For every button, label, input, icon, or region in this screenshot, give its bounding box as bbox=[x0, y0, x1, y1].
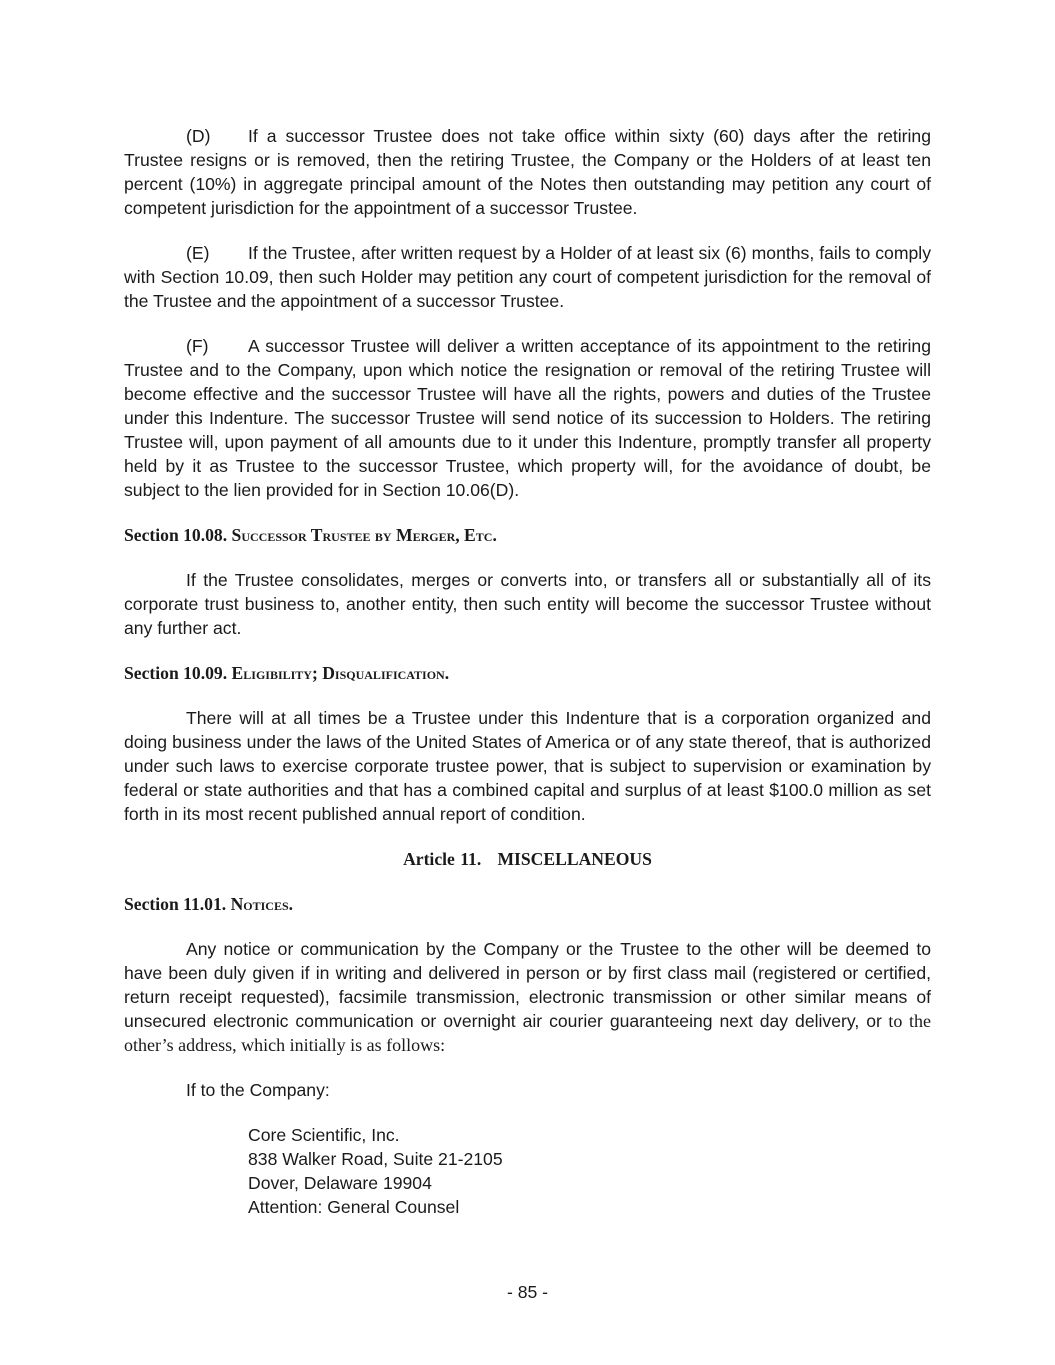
section-11-01-number: Section 11.01. bbox=[124, 894, 227, 914]
section-10-08-number: Section 10.08. bbox=[124, 525, 228, 545]
section-11-01-title: Notices. bbox=[230, 894, 294, 914]
paragraph-e bbox=[124, 241, 931, 313]
address-line-city: Dover, Delaware 19904 bbox=[248, 1173, 432, 1193]
paragraph-d bbox=[124, 124, 931, 220]
page-number: - 85 - bbox=[506, 1282, 549, 1302]
section-10-09-text: There will at all times be a Trustee under this Indenture that is a corporation organized and doing business under the laws of the United States of America or of any state thereof, that is authorized under such laws to exercise corporate trustee power, that is subject to supervision or examination by federal or state authorities and that has a combined capital and surplus of at least $100.0 million as set forth in its most recent published annual report of condition. bbox=[124, 708, 931, 824]
address-line-street: 838 Walker Road, Suite 21-2105 bbox=[248, 1149, 503, 1169]
paragraph-d-marker: (D) bbox=[186, 126, 211, 146]
section-11-01-text bbox=[124, 937, 931, 1057]
section-11-01-text-tail: to the other’s address, which initially is as follows: bbox=[124, 1011, 931, 1055]
section-10-08-text: If the Trustee consolidates, merges or converts into, or transfers all or substantially all of its corporate trust business to, another entity, then such entity will become the successor Trustee without any further act. bbox=[124, 570, 931, 638]
paragraph-f-marker: (F) bbox=[186, 336, 209, 356]
paragraph-f-text: A successor Trustee will deliver a written acceptance of its appointment to the retiring Trustee and to the Company, upon which notice the resignation or removal of the retiring Trustee will become effective and the successor Trustee will have all the rights, powers and duties of the Trustee under this Indenture. The successor Trustee will send notice of its succession to Holders. The retiring Trustee will, upon payment of all amounts due to it under this Indenture, promptly transfer all property held by it as Trustee to the successor Trustee, which property will, for the avoidance of doubt, be subject to the lien provided for in Section 10.06(D). bbox=[124, 336, 931, 500]
address-line-company: Core Scientific, Inc. bbox=[248, 1125, 400, 1145]
section-10-09-title: Eligibility; Disqualification. bbox=[231, 663, 450, 683]
if-to-company: If to the Company: bbox=[186, 1080, 330, 1100]
paragraph-f bbox=[124, 334, 931, 502]
section-11-01-text-main: Any notice or communication by the Company or the Trustee to the other will be deemed to have been duly given if in writing and delivered in person or by first class mail (registered or certified, return receipt requested), facsimile transmission, electronic transmission or other similar means of unsecured electronic communication or overnight air courier guaranteeing next day delivery, or bbox=[124, 939, 931, 1031]
document-page bbox=[124, 124, 931, 1219]
address-line-attention: Attention: General Counsel bbox=[248, 1197, 460, 1217]
article-11-heading: Article 11. MISCELLANEOUS bbox=[403, 849, 652, 869]
company-address bbox=[248, 1123, 931, 1219]
section-10-08-heading bbox=[124, 523, 931, 547]
section-10-09-heading bbox=[124, 661, 931, 685]
paragraph-e-marker: (E) bbox=[186, 243, 210, 263]
section-11-01-heading bbox=[124, 892, 931, 916]
section-10-09-number: Section 10.09. bbox=[124, 663, 228, 683]
section-10-08-title: Successor Trustee by Merger, Etc. bbox=[231, 525, 497, 545]
paragraph-e-text: If the Trustee, after written request by a Holder of at least six (6) months, fails to comply with Section 10.09, then such Holder may petition any court of competent jurisdiction for the removal of the Trustee and the appointment of a successor Trustee. bbox=[124, 243, 931, 311]
paragraph-d-text: If a successor Trustee does not take office within sixty (60) days after the retiring Trustee resigns or is removed, then the retiring Trustee, the Company or the Holders of at least ten percent (10%) in aggregate principal amount of the Notes then outstanding may petition any court of competent jurisdiction for the appointment of a successor Trustee. bbox=[124, 126, 931, 218]
